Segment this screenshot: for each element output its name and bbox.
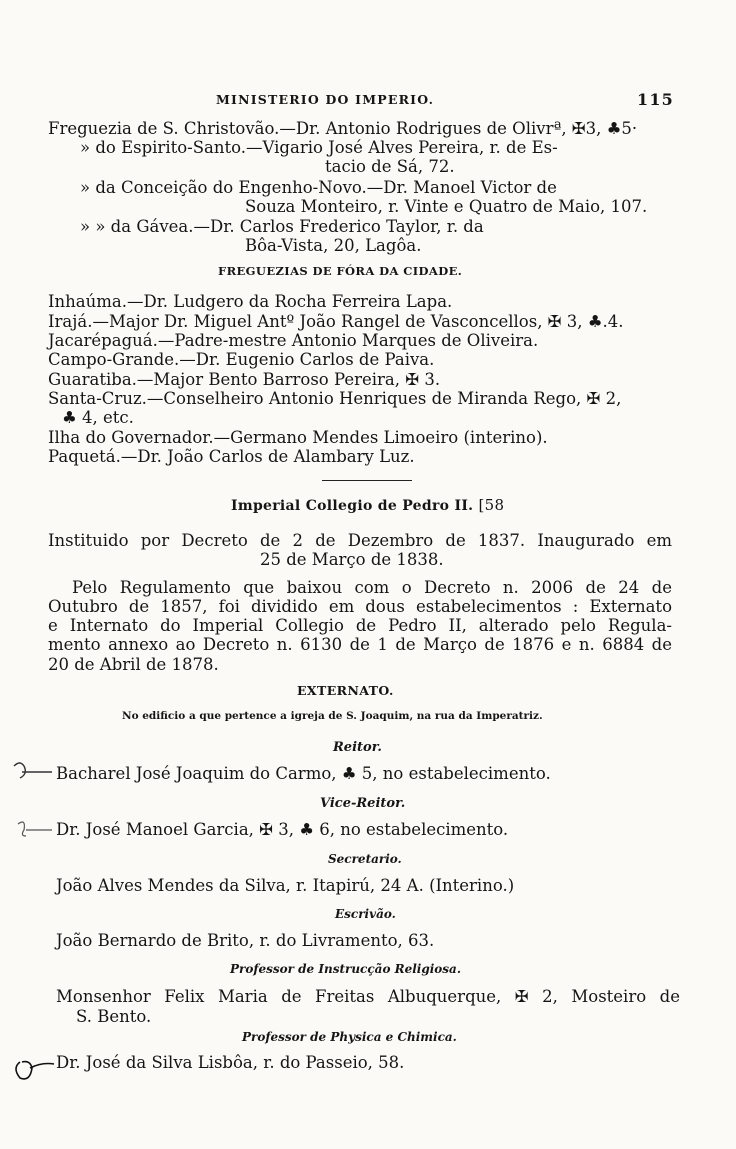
- parish-line: » » da Gávea.—Dr. Carlos Frederico Taylor, r. da: [80, 217, 484, 236]
- staff-line: Dr. José da Silva Lisbôa, r. do Passeio, 58.: [56, 1053, 405, 1072]
- margin-mark-icon: [18, 822, 52, 836]
- role-title: Secretario.: [328, 852, 402, 866]
- page-header-title: MINISTERIO DO IMPERIO.: [216, 92, 435, 107]
- page-number: 115: [637, 90, 674, 109]
- role-title: Reitor.: [333, 740, 382, 755]
- role-title: Escrivão.: [335, 907, 396, 921]
- parish-line: Guaratiba.—Major Bento Barroso Pereira, ✠ 3.: [48, 370, 441, 389]
- regulation-line: Pelo Regulamento que baixou com o Decreto n. 2006 de 24 de: [72, 578, 672, 597]
- parish-line: Inhaúma.—Dr. Ludgero da Rocha Ferreira Lapa.: [48, 292, 453, 311]
- college-founded: 25 de Março de 1838.: [260, 550, 444, 569]
- staff-line: S. Bento.: [76, 1007, 152, 1026]
- parish-line: Irajá.—Major Dr. Miguel Antº João Rangel de Vasconcellos, ✠ 3, ♣.4.: [48, 312, 624, 331]
- parish-line: Paquetá.—Dr. João Carlos de Alambary Luz.: [48, 447, 415, 466]
- regulation-line: mento annexo ao Decreto n. 6130 de 1 de Março de 1876 e n. 6884 de: [48, 635, 672, 654]
- college-title: Imperial Collegio de Pedro II. [58: [231, 496, 505, 514]
- externato-location: No edificio a que pertence a igreja de S. Joaquim, na rua da Imperatriz.: [122, 710, 543, 722]
- parish-line: » da Conceição do Engenho-Novo.—Dr. Manoel Victor de: [80, 178, 557, 197]
- parish-line: Campo-Grande.—Dr. Eugenio Carlos de Paiva.: [48, 350, 435, 369]
- externato-heading: EXTERNATO.: [297, 683, 394, 698]
- staff-line: Dr. José Manoel Garcia, ✠ 3, ♣ 6, no estabelecimento.: [56, 820, 509, 839]
- margin-mark-icon: [14, 763, 52, 778]
- parish-line: Bôa-Vista, 20, Lagôa.: [245, 236, 422, 255]
- role-title: Vice-Reitor.: [320, 796, 406, 811]
- role-title: Professor de Instrucção Religiosa.: [230, 962, 462, 976]
- margin-mark-icon: [16, 1062, 54, 1079]
- parish-line: Santa-Cruz.—Conselheiro Antonio Henriques de Miranda Rego, ✠ 2,: [48, 389, 622, 408]
- staff-line: João Bernardo de Brito, r. do Livramento, 63.: [56, 931, 435, 950]
- parish-line: » do Espirito-Santo.—Vigario José Alves Pereira, r. de Es-: [80, 138, 558, 157]
- regulation-line: e Internato do Imperial Collegio de Pedro II, alterado pelo Regula-: [48, 616, 672, 635]
- parish-line: Jacarépaguá.—Padre-mestre Antonio Marques de Oliveira.: [48, 331, 539, 350]
- regulation-line: Outubro de 1857, foi dividido em dous estabelecimentos : Externato: [48, 597, 672, 616]
- parish-line: ♣ 4, etc.: [62, 408, 134, 427]
- staff-line: Monsenhor Felix Maria de Freitas Albuquerque, ✠ 2, Mosteiro de: [56, 987, 680, 1006]
- section-heading: FREGUEZIAS DE FÓRA DA CIDADE.: [218, 264, 463, 278]
- college-founded: Instituido por Decreto de 2 de Dezembro de 1837. Inaugurado em: [48, 531, 672, 550]
- regulation-line: 20 de Abril de 1878.: [48, 655, 219, 674]
- parish-line: Souza Monteiro, r. Vinte e Quatro de Maio, 107.: [245, 197, 648, 216]
- parish-line: Freguezia de S. Christovão.—Dr. Antonio Rodrigues de Olivrª, ✠3, ♣5·: [48, 119, 638, 138]
- role-title: Professor de Physica e Chimica.: [242, 1030, 457, 1044]
- parish-line: Ilha do Governador.—Germano Mendes Limoeiro (interino).: [48, 428, 548, 447]
- staff-line: João Alves Mendes da Silva, r. Itapirú, 24 A. (Interino.): [56, 876, 515, 895]
- parish-line: tacio de Sá, 72.: [325, 157, 455, 176]
- staff-line: Bacharel José Joaquim do Carmo, ♣ 5, no estabelecimento.: [56, 764, 551, 783]
